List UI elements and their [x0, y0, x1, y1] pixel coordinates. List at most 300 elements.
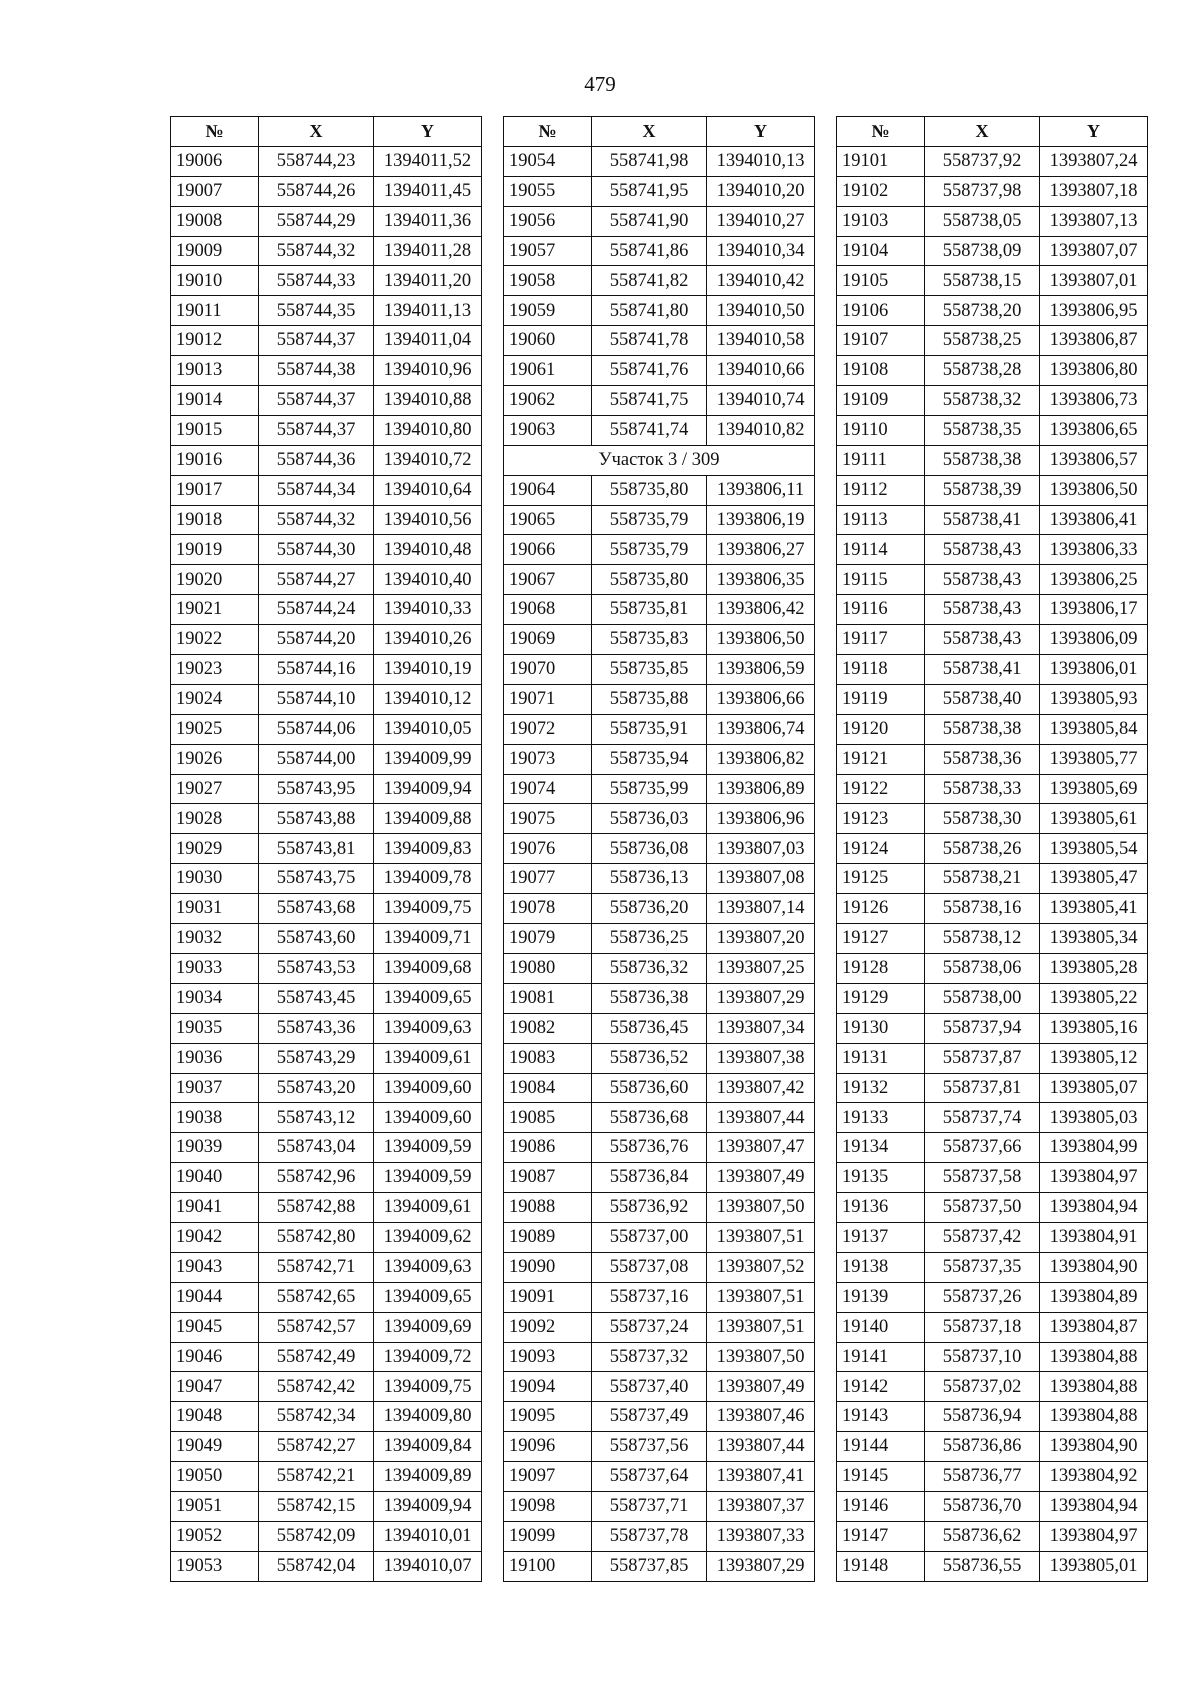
table-row [504, 1282, 815, 1312]
table-row [837, 1222, 1148, 1252]
y-coordinate: 1394009,61 [374, 1193, 482, 1223]
y-coordinate: 1393806,80 [1040, 356, 1148, 386]
table-row [837, 236, 1148, 266]
table-row [837, 1491, 1148, 1521]
header-x: X [259, 117, 374, 147]
point-number: 19084 [504, 1073, 592, 1103]
point-number: 19146 [837, 1491, 925, 1521]
x-coordinate: 558744,38 [259, 356, 374, 386]
y-coordinate: 1393806,50 [1040, 475, 1148, 505]
header-x: X [592, 117, 707, 147]
table-row [837, 146, 1148, 176]
table-row [837, 1342, 1148, 1372]
point-number: 19071 [504, 684, 592, 714]
y-coordinate: 1394011,52 [374, 146, 482, 176]
y-coordinate: 1393806,57 [1040, 445, 1148, 475]
point-number: 19092 [504, 1312, 592, 1342]
point-number: 19048 [171, 1402, 259, 1432]
x-coordinate: 558741,78 [592, 326, 707, 356]
table-row [171, 266, 482, 296]
point-number: 19128 [837, 953, 925, 983]
x-coordinate: 558737,10 [925, 1342, 1040, 1372]
x-coordinate: 558735,83 [592, 625, 707, 655]
point-number: 19099 [504, 1521, 592, 1551]
y-coordinate: 1393805,47 [1040, 864, 1148, 894]
x-coordinate: 558738,40 [925, 684, 1040, 714]
table-row [504, 1551, 815, 1581]
y-coordinate: 1394010,20 [707, 176, 815, 206]
point-number: 19129 [837, 983, 925, 1013]
x-coordinate: 558744,32 [259, 505, 374, 535]
point-number: 19056 [504, 206, 592, 236]
table-row [504, 1372, 815, 1402]
x-coordinate: 558736,70 [925, 1491, 1040, 1521]
x-coordinate: 558738,39 [925, 475, 1040, 505]
point-number: 19041 [171, 1193, 259, 1223]
table-row [837, 1462, 1148, 1492]
x-coordinate: 558736,62 [925, 1521, 1040, 1551]
x-coordinate: 558737,24 [592, 1312, 707, 1342]
x-coordinate: 558738,26 [925, 834, 1040, 864]
point-number: 19136 [837, 1193, 925, 1223]
x-coordinate: 558744,00 [259, 744, 374, 774]
x-coordinate: 558744,27 [259, 565, 374, 595]
point-number: 19086 [504, 1133, 592, 1163]
point-number: 19016 [171, 445, 259, 475]
y-coordinate: 1394010,05 [374, 714, 482, 744]
y-coordinate: 1393807,07 [1040, 236, 1148, 266]
x-coordinate: 558744,34 [259, 475, 374, 505]
point-number: 19134 [837, 1133, 925, 1163]
y-coordinate: 1394009,80 [374, 1402, 482, 1432]
table-row [504, 146, 815, 176]
y-coordinate: 1393806,09 [1040, 625, 1148, 655]
point-number: 19038 [171, 1103, 259, 1133]
table-row [171, 445, 482, 475]
x-coordinate: 558744,30 [259, 535, 374, 565]
table-row [171, 535, 482, 565]
point-number: 19108 [837, 356, 925, 386]
table-row [837, 1163, 1148, 1193]
y-coordinate: 1394010,42 [707, 266, 815, 296]
point-number: 19075 [504, 804, 592, 834]
x-coordinate: 558735,80 [592, 565, 707, 595]
table-row [504, 1491, 815, 1521]
point-number: 19103 [837, 206, 925, 236]
table-row [171, 864, 482, 894]
x-coordinate: 558743,04 [259, 1133, 374, 1163]
point-number: 19117 [837, 625, 925, 655]
y-coordinate: 1394010,26 [374, 625, 482, 655]
table-row [837, 804, 1148, 834]
y-coordinate: 1393806,41 [1040, 505, 1148, 535]
y-coordinate: 1394009,59 [374, 1163, 482, 1193]
x-coordinate: 558737,74 [925, 1103, 1040, 1133]
table-row [171, 356, 482, 386]
y-coordinate: 1393806,17 [1040, 595, 1148, 625]
table-row [837, 655, 1148, 685]
x-coordinate: 558737,16 [592, 1282, 707, 1312]
x-coordinate: 558736,55 [925, 1551, 1040, 1581]
y-coordinate: 1393805,01 [1040, 1551, 1148, 1581]
table-row [171, 415, 482, 445]
y-coordinate: 1393804,90 [1040, 1252, 1148, 1282]
point-number: 19093 [504, 1342, 592, 1372]
point-number: 19024 [171, 684, 259, 714]
point-number: 19047 [171, 1372, 259, 1402]
x-coordinate: 558737,35 [925, 1252, 1040, 1282]
point-number: 19073 [504, 744, 592, 774]
point-number: 19027 [171, 774, 259, 804]
point-number: 19026 [171, 744, 259, 774]
table-row [837, 744, 1148, 774]
y-coordinate: 1394010,74 [707, 386, 815, 416]
y-coordinate: 1394010,27 [707, 206, 815, 236]
y-coordinate: 1393807,50 [707, 1342, 815, 1372]
point-number: 19063 [504, 415, 592, 445]
x-coordinate: 558742,71 [259, 1252, 374, 1282]
y-coordinate: 1394009,68 [374, 953, 482, 983]
y-coordinate: 1394010,13 [707, 146, 815, 176]
point-number: 19074 [504, 774, 592, 804]
point-number: 19022 [171, 625, 259, 655]
table-row [504, 505, 815, 535]
x-coordinate: 558737,94 [925, 1013, 1040, 1043]
point-number: 19051 [171, 1491, 259, 1521]
point-number: 19115 [837, 565, 925, 595]
x-coordinate: 558743,20 [259, 1073, 374, 1103]
table-row [171, 924, 482, 954]
table-row [171, 625, 482, 655]
point-number: 19088 [504, 1193, 592, 1223]
x-coordinate: 558738,43 [925, 595, 1040, 625]
x-coordinate: 558737,81 [925, 1073, 1040, 1103]
x-coordinate: 558736,25 [592, 924, 707, 954]
table-row [171, 1133, 482, 1163]
point-number: 19037 [171, 1073, 259, 1103]
table-row [504, 415, 815, 445]
point-number: 19067 [504, 565, 592, 595]
point-number: 19104 [837, 236, 925, 266]
y-coordinate: 1393806,33 [1040, 535, 1148, 565]
table-row [504, 1432, 815, 1462]
x-coordinate: 558737,92 [925, 146, 1040, 176]
x-coordinate: 558744,26 [259, 176, 374, 206]
y-coordinate: 1394009,60 [374, 1073, 482, 1103]
x-coordinate: 558744,35 [259, 296, 374, 326]
y-coordinate: 1393804,91 [1040, 1222, 1148, 1252]
x-coordinate: 558735,88 [592, 684, 707, 714]
table-row [504, 864, 815, 894]
x-coordinate: 558738,28 [925, 356, 1040, 386]
table-row [837, 326, 1148, 356]
x-coordinate: 558737,58 [925, 1163, 1040, 1193]
y-coordinate: 1393804,88 [1040, 1372, 1148, 1402]
table-row [171, 714, 482, 744]
table-row [504, 386, 815, 416]
table-row [504, 475, 815, 505]
table-row [171, 894, 482, 924]
table-row [171, 1103, 482, 1133]
section-row [504, 445, 815, 475]
point-number: 19097 [504, 1462, 592, 1492]
table-row [171, 296, 482, 326]
coordinates-table-2 [503, 116, 815, 1582]
point-number: 19072 [504, 714, 592, 744]
y-coordinate: 1393807,38 [707, 1043, 815, 1073]
point-number: 19119 [837, 684, 925, 714]
table-row [171, 326, 482, 356]
table-row [171, 1222, 482, 1252]
x-coordinate: 558741,82 [592, 266, 707, 296]
point-number: 19066 [504, 535, 592, 565]
x-coordinate: 558738,06 [925, 953, 1040, 983]
x-coordinate: 558742,09 [259, 1521, 374, 1551]
point-number: 19109 [837, 386, 925, 416]
x-coordinate: 558736,84 [592, 1163, 707, 1193]
x-coordinate: 558742,15 [259, 1491, 374, 1521]
y-coordinate: 1393805,07 [1040, 1073, 1148, 1103]
table-row [837, 1521, 1148, 1551]
point-number: 19116 [837, 595, 925, 625]
point-number: 19025 [171, 714, 259, 744]
table-row [171, 176, 482, 206]
y-coordinate: 1393804,94 [1040, 1193, 1148, 1223]
y-coordinate: 1394010,19 [374, 655, 482, 685]
y-coordinate: 1393807,33 [707, 1521, 815, 1551]
x-coordinate: 558737,78 [592, 1521, 707, 1551]
point-number: 19138 [837, 1252, 925, 1282]
point-number: 19113 [837, 505, 925, 535]
x-coordinate: 558741,80 [592, 296, 707, 326]
x-coordinate: 558737,18 [925, 1312, 1040, 1342]
x-coordinate: 558743,88 [259, 804, 374, 834]
table-row [837, 953, 1148, 983]
x-coordinate: 558738,30 [925, 804, 1040, 834]
point-number: 19114 [837, 535, 925, 565]
x-coordinate: 558744,23 [259, 146, 374, 176]
y-coordinate: 1394009,62 [374, 1222, 482, 1252]
x-coordinate: 558735,81 [592, 595, 707, 625]
x-coordinate: 558744,24 [259, 595, 374, 625]
point-number: 19147 [837, 1521, 925, 1551]
y-coordinate: 1394009,72 [374, 1342, 482, 1372]
table-row [837, 1282, 1148, 1312]
y-coordinate: 1393807,41 [707, 1462, 815, 1492]
point-number: 19044 [171, 1282, 259, 1312]
y-coordinate: 1393804,88 [1040, 1402, 1148, 1432]
table-row [504, 595, 815, 625]
x-coordinate: 558735,85 [592, 655, 707, 685]
x-coordinate: 558738,43 [925, 535, 1040, 565]
y-coordinate: 1393804,90 [1040, 1432, 1148, 1462]
x-coordinate: 558741,90 [592, 206, 707, 236]
y-coordinate: 1393805,93 [1040, 684, 1148, 714]
point-number: 19122 [837, 774, 925, 804]
x-coordinate: 558743,81 [259, 834, 374, 864]
table-row [504, 176, 815, 206]
table-header-row [171, 117, 482, 147]
y-coordinate: 1394009,84 [374, 1432, 482, 1462]
x-coordinate: 558738,05 [925, 206, 1040, 236]
table-row [837, 1073, 1148, 1103]
y-coordinate: 1393805,34 [1040, 924, 1148, 954]
x-coordinate: 558736,20 [592, 894, 707, 924]
x-coordinate: 558735,80 [592, 475, 707, 505]
y-coordinate: 1393807,34 [707, 1013, 815, 1043]
point-number: 19132 [837, 1073, 925, 1103]
y-coordinate: 1393807,20 [707, 924, 815, 954]
point-number: 19098 [504, 1491, 592, 1521]
y-coordinate: 1393807,47 [707, 1133, 815, 1163]
point-number: 19035 [171, 1013, 259, 1043]
y-coordinate: 1394009,78 [374, 864, 482, 894]
y-coordinate: 1394009,71 [374, 924, 482, 954]
y-coordinate: 1393807,51 [707, 1282, 815, 1312]
point-number: 19142 [837, 1372, 925, 1402]
point-number: 19106 [837, 296, 925, 326]
table-row [504, 953, 815, 983]
y-coordinate: 1393804,92 [1040, 1462, 1148, 1492]
table-row [504, 1402, 815, 1432]
y-coordinate: 1394011,28 [374, 236, 482, 266]
x-coordinate: 558741,76 [592, 356, 707, 386]
section-title: Участок 3 / 309 [504, 445, 815, 475]
table-row [171, 475, 482, 505]
point-number: 19046 [171, 1342, 259, 1372]
x-coordinate: 558737,40 [592, 1372, 707, 1402]
x-coordinate: 558742,80 [259, 1222, 374, 1252]
x-coordinate: 558743,75 [259, 864, 374, 894]
table-row [171, 1252, 482, 1282]
table-row [504, 266, 815, 296]
table-row [504, 1252, 815, 1282]
x-coordinate: 558737,85 [592, 1551, 707, 1581]
y-coordinate: 1393806,11 [707, 475, 815, 505]
table-row [837, 983, 1148, 1013]
table-row [837, 565, 1148, 595]
table-row [837, 1551, 1148, 1581]
x-coordinate: 558741,74 [592, 415, 707, 445]
table-row [837, 1013, 1148, 1043]
point-number: 19053 [171, 1551, 259, 1581]
y-coordinate: 1394009,99 [374, 744, 482, 774]
table-row [837, 625, 1148, 655]
x-coordinate: 558736,08 [592, 834, 707, 864]
table-row [171, 1551, 482, 1581]
point-number: 19014 [171, 386, 259, 416]
x-coordinate: 558742,42 [259, 1372, 374, 1402]
header-x: X [925, 117, 1040, 147]
x-coordinate: 558744,16 [259, 655, 374, 685]
x-coordinate: 558738,38 [925, 445, 1040, 475]
x-coordinate: 558737,00 [592, 1222, 707, 1252]
coordinates-table-3 [836, 116, 1148, 1582]
point-number: 19144 [837, 1432, 925, 1462]
y-coordinate: 1393806,87 [1040, 326, 1148, 356]
point-number: 19105 [837, 266, 925, 296]
y-coordinate: 1393806,65 [1040, 415, 1148, 445]
x-coordinate: 558741,98 [592, 146, 707, 176]
point-number: 19130 [837, 1013, 925, 1043]
x-coordinate: 558743,45 [259, 983, 374, 1013]
table-row [837, 714, 1148, 744]
point-number: 19131 [837, 1043, 925, 1073]
table-row [171, 1491, 482, 1521]
point-number: 19055 [504, 176, 592, 206]
table-row [171, 953, 482, 983]
y-coordinate: 1393806,19 [707, 505, 815, 535]
y-coordinate: 1394009,88 [374, 804, 482, 834]
y-coordinate: 1394010,07 [374, 1551, 482, 1581]
table-row [837, 206, 1148, 236]
x-coordinate: 558738,41 [925, 505, 1040, 535]
table-row [504, 1312, 815, 1342]
x-coordinate: 558744,36 [259, 445, 374, 475]
table-row [504, 894, 815, 924]
point-number: 19085 [504, 1103, 592, 1133]
table-row [504, 565, 815, 595]
x-coordinate: 558736,94 [925, 1402, 1040, 1432]
table-row [504, 804, 815, 834]
page-number: 479 [584, 72, 616, 96]
point-number: 19079 [504, 924, 592, 954]
y-coordinate: 1394010,56 [374, 505, 482, 535]
table-row [504, 1462, 815, 1492]
y-coordinate: 1393806,59 [707, 655, 815, 685]
point-number: 19023 [171, 655, 259, 685]
table-row [171, 1342, 482, 1372]
point-number: 19095 [504, 1402, 592, 1432]
x-coordinate: 558744,37 [259, 326, 374, 356]
point-number: 19143 [837, 1402, 925, 1432]
table-row [837, 535, 1148, 565]
y-coordinate: 1393804,97 [1040, 1163, 1148, 1193]
y-coordinate: 1393807,13 [1040, 206, 1148, 236]
table-row [837, 1193, 1148, 1223]
table-row [837, 1252, 1148, 1282]
x-coordinate: 558743,60 [259, 924, 374, 954]
y-coordinate: 1394010,58 [707, 326, 815, 356]
table-header-row [837, 117, 1148, 147]
point-number: 19019 [171, 535, 259, 565]
table-row [837, 894, 1148, 924]
point-number: 19011 [171, 296, 259, 326]
table-row [837, 1043, 1148, 1073]
point-number: 19140 [837, 1312, 925, 1342]
y-coordinate: 1393804,99 [1040, 1133, 1148, 1163]
point-number: 19006 [171, 146, 259, 176]
table-row [837, 924, 1148, 954]
table-row [504, 625, 815, 655]
point-number: 19133 [837, 1103, 925, 1133]
y-coordinate: 1394010,33 [374, 595, 482, 625]
x-coordinate: 558744,06 [259, 714, 374, 744]
point-number: 19089 [504, 1222, 592, 1252]
point-number: 19020 [171, 565, 259, 595]
y-coordinate: 1393805,84 [1040, 714, 1148, 744]
table-row [171, 1312, 482, 1342]
point-number: 19012 [171, 326, 259, 356]
point-number: 19141 [837, 1342, 925, 1372]
y-coordinate: 1394010,48 [374, 535, 482, 565]
y-coordinate: 1394010,40 [374, 565, 482, 595]
y-coordinate: 1394010,34 [707, 236, 815, 266]
point-number: 19125 [837, 864, 925, 894]
table-row [837, 415, 1148, 445]
y-coordinate: 1393807,18 [1040, 176, 1148, 206]
table-row [837, 595, 1148, 625]
